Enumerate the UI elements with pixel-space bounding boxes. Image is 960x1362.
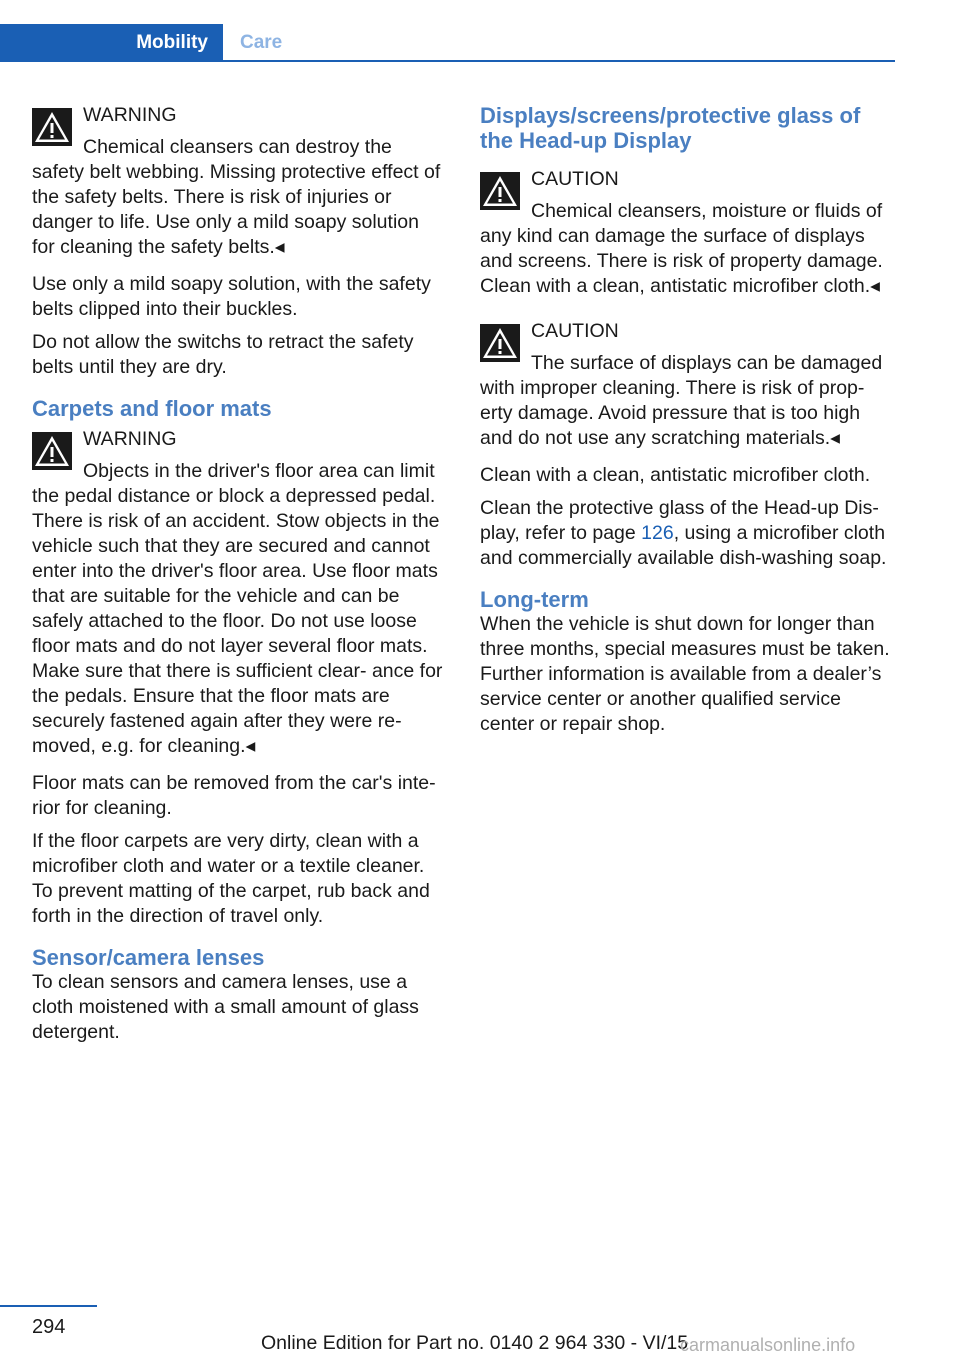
caution-cleansers	[480, 167, 894, 299]
caution-body: with improper cleaning. There is risk of prop‐ erty damage. Avoid pressure that is too high and do not use any scratching materials.◂	[480, 377, 865, 449]
paragraph-dirty-carpets: If the floor carpets are very dirty, clean with a microfiber cloth and water or a textile cleaner. To prevent matting of the carpet, rub back and forth in the direction of travel only.	[32, 830, 430, 927]
watermark: carmanualsonline.info	[680, 1335, 856, 1355]
warning-first-line: Objects in the driver's floor area can limit	[83, 460, 435, 482]
heading-carpets: Carpets and floor mats	[32, 396, 272, 421]
paragraph-retract-belts: Do not allow the switchs to retract the safety belts until they are dry.	[32, 331, 414, 378]
right-column	[480, 103, 894, 745]
paragraph-text: , using a microfiber cloth and commercially available dish-washing soap.	[480, 522, 887, 569]
paragraph-sensor-cleaning: To clean sensors and camera lenses, use a cloth moistened with a small amount of glass detergent.	[32, 971, 419, 1043]
paragraph-text: Clean the protective glass of the Head-up Dis‐ play, refer to page	[480, 497, 879, 544]
paragraph-soapy-solution: Use only a mild soapy solution, with the safety belts clipped into their buckles.	[32, 273, 431, 320]
tab-underline	[0, 60, 895, 62]
heading-long-term: Long-term	[480, 587, 589, 612]
caution-triangle-icon	[480, 324, 520, 362]
warning-keyword: WARNING	[83, 428, 177, 450]
paragraph-antistatic-cloth: Clean with a clean, antistatic microfiber cloth.	[480, 464, 871, 486]
heading-displays: Displays/screens/protective glass of the Head-up Display	[480, 103, 861, 153]
warning-first-line: Chemical cleansers can destroy the	[83, 136, 392, 158]
caution-body: any kind can damage the surface of displays and screens. There is risk of property damage. Clean with a clean, antistatic microfiber cloth.◂	[480, 225, 883, 297]
edition-info: Online Edition for Part no. 0140 2 964 330 - VI/15	[261, 1332, 689, 1354]
heading-sensor-lenses: Sensor/camera lenses	[32, 945, 265, 970]
warning-triangle-icon	[32, 432, 72, 470]
paragraph-headup-glass	[480, 496, 894, 571]
paragraph-long-term: When the vehicle is shut down for longer than three months, special measures must be taken. Further information is available from a dealer’s service center or another qualified service center or repair shop.	[480, 613, 890, 735]
caution-first-line: The surface of displays can be damaged	[531, 352, 883, 374]
warning-floor-area	[32, 427, 446, 759]
warning-keyword: WARNING	[83, 104, 177, 126]
tab-care[interactable]: Care	[240, 32, 283, 53]
caution-keyword: CAUTION	[531, 320, 619, 342]
page-number: 294	[32, 1316, 66, 1338]
chapter-tabs	[0, 24, 895, 62]
caution-triangle-icon	[480, 172, 520, 210]
caution-first-line: Chemical cleansers, moisture or fluids of	[531, 200, 883, 222]
left-column	[32, 103, 446, 1053]
footer-rule	[0, 1305, 97, 1307]
warning-triangle-icon	[32, 108, 72, 146]
caution-keyword: CAUTION	[531, 168, 619, 190]
warning-body: safety belt webbing. Missing protective effect of the safety belts. There is risk of injuries or danger to life. Use only a mild soapy solution for cleaning the safety belts.◂	[32, 161, 441, 258]
warning-safety-belts	[32, 103, 446, 260]
caution-improper-cleaning	[480, 319, 894, 451]
page-reference-link[interactable]: 126	[641, 522, 674, 544]
warning-body: the pedal distance or block a depressed pedal. There is risk of an accident. Stow objects in the vehicle such that they are secured and cannot enter into the driver's floor area. Use floor mats that are suitable for the vehicle and can be safely attached to the floor. Do not use loose floor mats and do not layer several floor mats. Make sure that there is sufficient clear‐ ance for the pedals. Ensure that the floor mats are securely fastened again after they were re‐ moved, e.g. for cleaning.◂	[32, 485, 443, 757]
tab-mobility[interactable]: Mobility	[0, 24, 223, 62]
paragraph-floor-mats: Floor mats can be removed from the car's inte‐ rior for cleaning.	[32, 772, 436, 819]
